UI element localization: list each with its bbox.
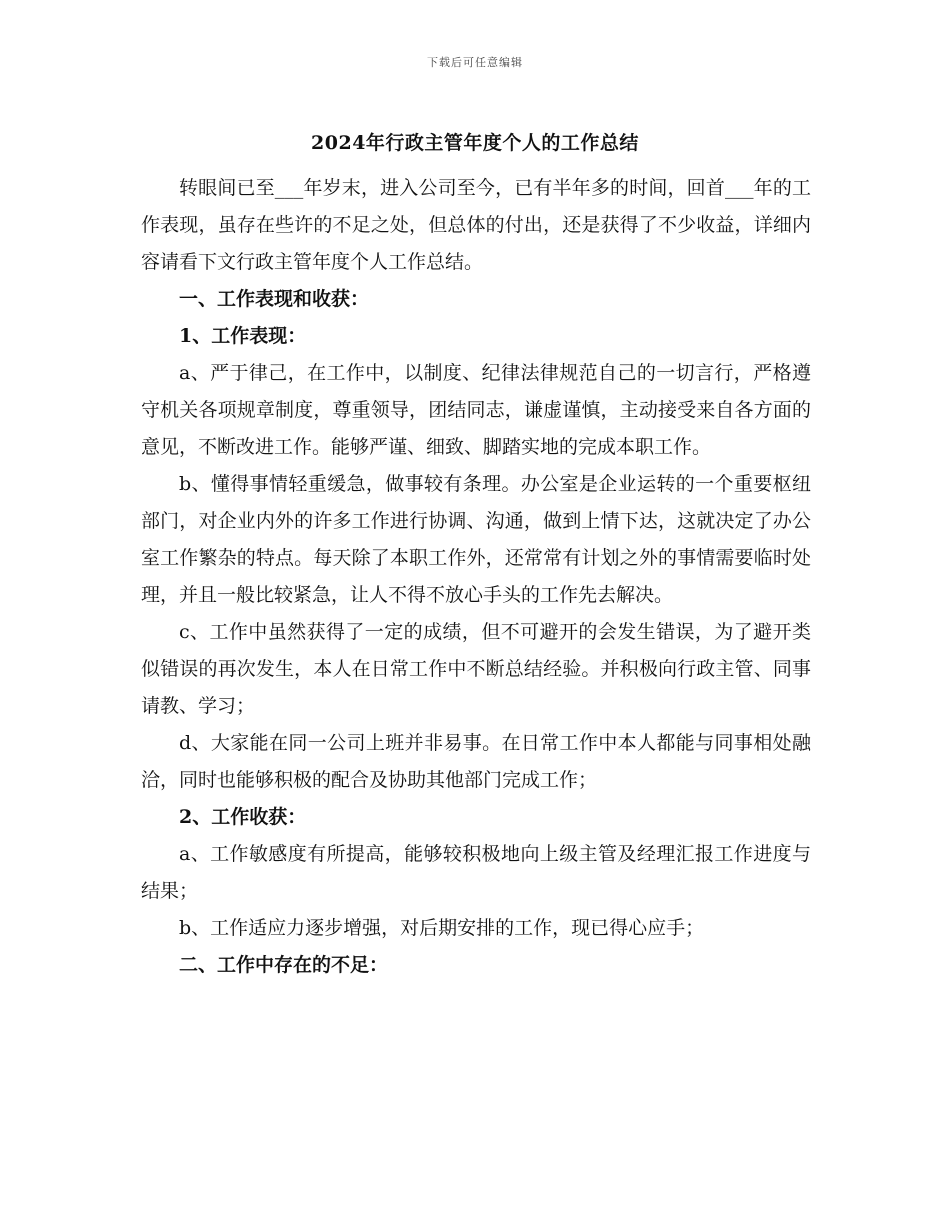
gain-item-b: b、工作适应力逐步增强，对后期安排的工作，现已得心应手； <box>179 917 705 939</box>
performance-item-b: b、懂得事情轻重缓急，做事较有条理。办公室是企业运转的一个重要枢纽部门，对企业内外的许多工作进行协调、沟通，做到上情下达，这就决定了办公室工作繁杂的特点。每天除了本职工作外，还常常有计划之外的事情需要临时处理，并且一般比较紧急，让人不得不放心手头的工作先去解决。 <box>141 473 811 606</box>
document-body <box>141 170 811 984</box>
intro-paragraph: 转眼间已至___年岁末，进入公司至今，已有半年多的时间，回首___年的工作表现，虽存在些许的不足之处，但总体的付出，还是获得了不少收益，详细内容请看下文行政主管年度个人工作总结。 <box>141 177 811 273</box>
section-heading-1: 一、工作表现和收获： <box>179 288 370 310</box>
gain-item-a: a、工作敏感度有所提高，能够较积极地向上级主管及经理汇报工作进度与结果； <box>141 843 811 902</box>
performance-item-a: a、严于律己，在工作中，以制度、纪律法律规范自己的一切言行，严格遵守机关各项规章制度，尊重领导，团结同志，谦虚谨慎，主动接受来自各方面的意见，不断改进工作。能够严谨、细致、脚踏实地的完成本职工作。 <box>141 362 811 458</box>
subsection-heading-performance: 1、工作表现： <box>179 325 307 347</box>
section-heading-2: 二、工作中存在的不足： <box>179 954 389 976</box>
page-header-note: 下载后可任意编辑 <box>427 56 523 69</box>
performance-item-c: c、工作中虽然获得了一定的成绩，但不可避开的会发生错误，为了避开类似错误的再次发生，本人在日常工作中不断总结经验。并积极向行政主管、同事请教、学习； <box>141 621 811 717</box>
subsection-heading-gains: 2、工作收获： <box>179 806 307 828</box>
performance-item-d: d、大家能在同一公司上班并非易事。在日常工作中本人都能与同事相处融洽，同时也能够积极的配合及协助其他部门完成工作； <box>141 732 811 791</box>
document-title: 2024年行政主管年度个人的工作总结 <box>311 132 639 154</box>
